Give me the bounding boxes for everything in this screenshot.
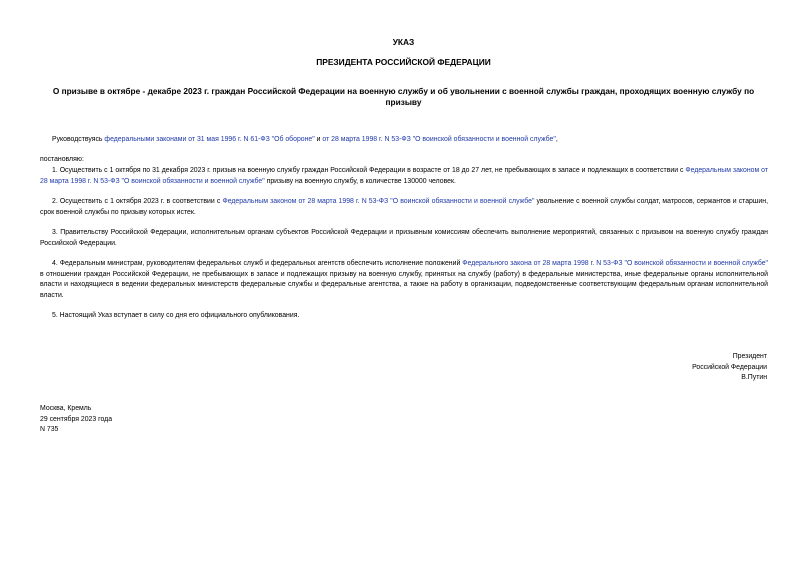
document-subject: О призыве в октябре - декабре 2023 г. граждан Российской Федерации на военную службу и об увольнении с военной службы граждан, проходящих военную службу по призыву — [52, 86, 755, 107]
preamble — [40, 135, 768, 146]
paragraph-text: 1. Осуществить с 1 октября по 31 декабря 2023 г. призыв на военную службу граждан Российской Федерации в возрасте от 18 до 27 лет, не пребывающих в запасе и подлежащих в соответствии с — [52, 167, 686, 174]
paragraph-text: в отношении граждан Российской Федерации, не пребывающих в запасе и подлежащих призыву на военную службу, принятых на службу (работу) в федеральные министерства, иные федеральные органы исполнительной власти и находящиеся в ведении федеральных министерств федеральные службы и федеральные агентства, а также на работу в организации, подведомственные соответствующим федеральным органам исполнительной власти. — [40, 270, 768, 299]
document-title: УКАЗ — [392, 37, 415, 47]
signature-office: Российской Федерации — [692, 363, 767, 371]
signature-block — [692, 352, 767, 384]
paragraph-3: 3. Правительству Российской Федерации, исполнительным органам субъектов Российской Федерации и призывным комиссиям обеспечить выполнение мероприятий, связанных с призывом на военную службу граждан Российской Федерации. — [40, 229, 768, 247]
preamble-text: и — [314, 136, 323, 143]
paragraph-text: увольнение с военной службы солдат, матросов, сержантов и старшин, срок военной службы по призыву которых истек. — [40, 198, 768, 216]
paragraph-text: 2. Осуществить с 1 октября 2023 г. в соответствии с — [52, 198, 223, 205]
paragraph-5: 5. Настоящий Указ вступает в силу со дня его официального опубликования. — [52, 312, 300, 319]
signature-title: Президент — [732, 353, 767, 360]
signing-date: 29 сентября 2023 года — [40, 415, 113, 423]
law-link-military-duty[interactable]: Федеральным законом от 28 марта 1998 г. N 53-ФЗ "О воинской обязанности и военной службе" — [40, 167, 768, 185]
law-link-military-duty[interactable]: от 28 марта 1998 г. N 53-ФЗ "О воинской обязанности и военной службе" — [322, 136, 556, 143]
law-link-defense[interactable]: федеральными законами от 31 мая 1996 г. N 61-ФЗ "Об обороне" — [104, 136, 315, 143]
law-link-military-duty[interactable]: Федерального закона от 28 марта 1998 г. N 53-ФЗ "О воинской обязанности и военной службе" — [462, 260, 768, 267]
paragraph-text: призыву на военную службу, в количестве 130000 человек. — [264, 177, 456, 185]
decree-number: N 735 — [40, 426, 59, 434]
preamble-text: Руководствуясь — [52, 136, 105, 143]
paragraph-2 — [40, 197, 768, 218]
law-link-military-duty[interactable]: Федеральным законом от 28 марта 1998 г. N 53-ФЗ "О воинской обязанности и военной службе" — [222, 198, 535, 205]
preamble-text: , — [555, 136, 558, 143]
document-footer — [40, 404, 112, 436]
signature-name: В.Путин — [741, 374, 767, 382]
paragraph-4 — [40, 259, 768, 301]
paragraph-1 — [40, 166, 768, 187]
paragraph-text: 4. Федеральным министрам, руководителям федеральных служб и федеральных агентств обеспечить исполнение положений — [52, 260, 463, 267]
decree-word: постановляю: — [40, 156, 84, 163]
document-issuer: ПРЕЗИДЕНТА РОССИЙСКОЙ ФЕДЕРАЦИИ — [316, 57, 491, 67]
signing-place: Москва, Кремль — [40, 405, 92, 412]
